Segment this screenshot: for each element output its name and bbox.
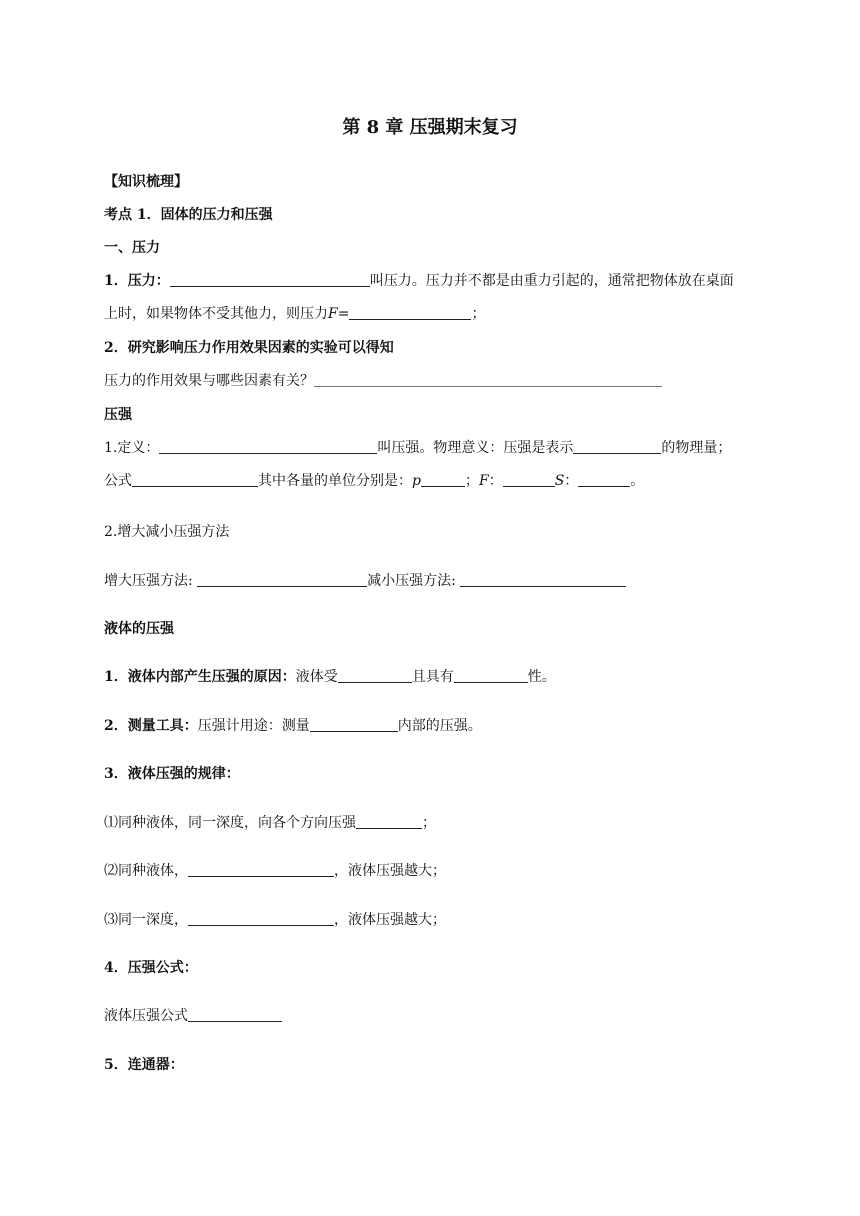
liquid-item-5: 5．连通器： [104,1057,184,1073]
blank-field[interactable] [578,472,630,487]
blank-field[interactable] [188,862,334,877]
blank-field[interactable] [421,472,465,487]
formula-label: 公式 [104,473,132,489]
blank-field[interactable] [159,439,377,454]
var-s: S [554,473,565,489]
increase-label: 增大压强方法: [104,573,198,589]
item-text: 且具有 [411,669,454,685]
definition-label: 1.定义： [104,440,160,456]
blank-field[interactable] [314,372,662,387]
item-text: 性。 [527,669,556,685]
equals-sign: = [337,306,350,322]
blank-field[interactable] [197,572,367,587]
definition-tail: 的物理量； [661,440,732,456]
separator: ； [464,473,479,489]
item-text: 液体受 [295,669,338,685]
item-label: 1．液体内部产生压强的原因： [104,669,296,685]
liquid-item-3: 3．液体压强的规律： [104,766,240,782]
formula-text: 其中各量的单位分别是： [258,473,412,489]
var-p: p [412,473,421,489]
blank-field[interactable] [349,305,471,320]
colon: ： [564,473,579,489]
definition-text: 叫压强。物理意义：压强是表示 [377,440,574,456]
blank-field[interactable] [460,572,626,587]
pressure-definition [104,438,731,458]
pressure-force-item-1 [104,271,734,291]
sentence-end: 。 [630,473,645,489]
rule-text: ⑵同种液体， [104,863,188,879]
question-text: 压力的作用效果与哪些因素有关？ [104,373,314,389]
liquid-rule-3 [104,910,446,930]
liquid-heading: 液体的压强 [104,621,174,637]
rule-text: ⑴同种液体，同一深度，向各个方向压强 [104,815,356,831]
var-f: F [478,473,489,489]
formula-label: 液体压强公式 [104,1008,188,1024]
liquid-item-2 [104,716,482,736]
blank-field[interactable] [188,911,334,926]
var-f: F [328,306,338,322]
pressure-methods [104,571,626,591]
decrease-label: 减小压强方法: [367,573,461,589]
rule-text: ⑶同一深度， [104,912,188,928]
rule-end: ； [422,815,436,831]
item-text: 压强计用途：测量 [197,718,310,734]
item-label: 2．测量工具： [104,718,198,734]
blank-field[interactable] [310,717,398,732]
item-text: 上时，如果物体不受其他力，则压力 [104,306,328,322]
colon: ： [488,473,503,489]
blank-field[interactable] [503,472,555,487]
pressure-force-question [104,371,662,391]
blank-field[interactable] [170,272,370,287]
pressure-formula [104,471,644,491]
liquid-rule-1 [104,813,436,833]
rule-text: ，液体压强越大； [334,863,446,879]
blank-field[interactable] [573,439,661,454]
pressure-force-item-1-cont [104,304,485,324]
pressure-force-item-2: 2．研究影响压力作用效果因素的实验可以得知 [104,340,394,356]
liquid-formula [104,1006,282,1026]
page-title: 第 8 章 压强期末复习 [342,117,518,138]
liquid-item-4: 4．压强公式： [104,960,198,976]
blank-field[interactable] [188,1007,282,1022]
blank-field[interactable] [454,668,528,683]
topic-1-title: 考点 1．固体的压力和压强 [104,207,273,223]
blank-field[interactable] [356,814,422,829]
liquid-item-1 [104,667,556,687]
section-header: 【知识梳理】 [104,174,188,190]
item-text: 叫压力。压力并不都是由重力引起的，通常把物体放在桌面 [369,273,734,289]
blank-field[interactable] [132,472,258,487]
rule-text: ，液体压强越大； [334,912,446,928]
item-end: ； [471,306,486,322]
item-text: 内部的压强。 [397,718,482,734]
pressure-force-heading: 一、压力 [104,240,160,256]
pressure-heading: 压强 [104,407,132,423]
methods-heading: 2.增大减小压强方法 [104,524,230,540]
item-label: 1．压力： [104,273,170,289]
liquid-rule-2 [104,861,446,881]
blank-field[interactable] [338,668,412,683]
